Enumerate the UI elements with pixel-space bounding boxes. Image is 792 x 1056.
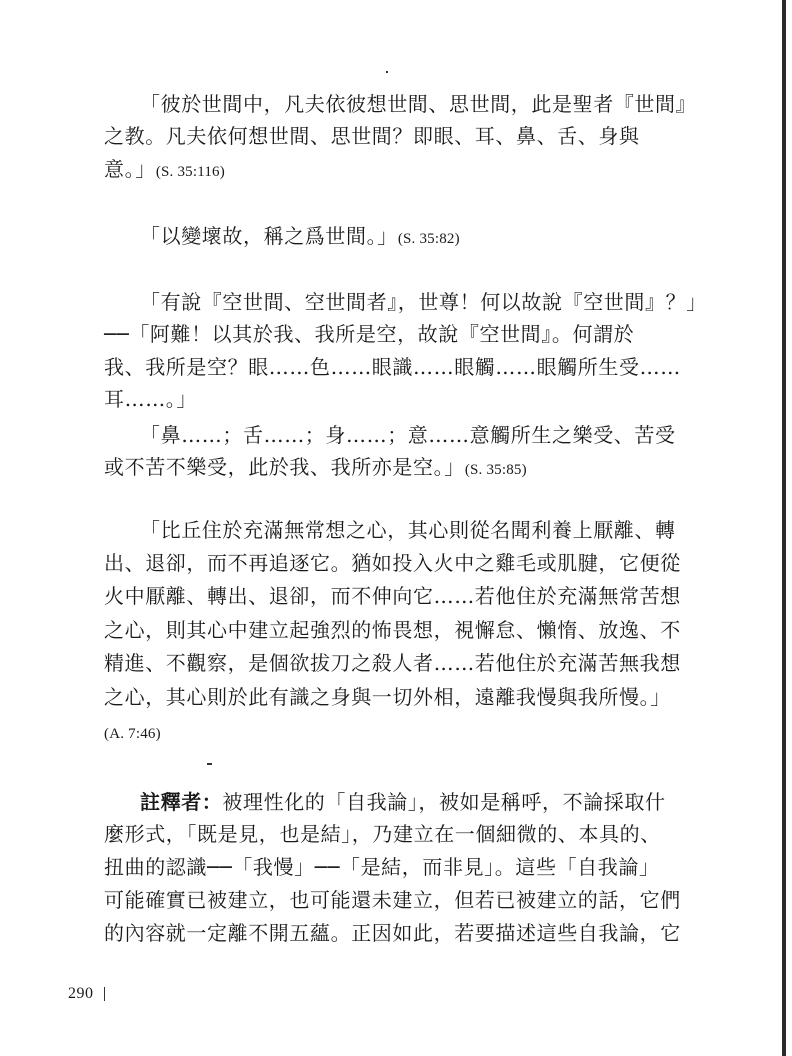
p4-citation: (S. 35:85) bbox=[464, 462, 527, 478]
p5-line-6: 之心，其心則於此有識之身與一切外相，遠離我慢與我所慢。」 bbox=[104, 685, 671, 709]
p4-line-2-text: 或不苦不樂受，此於我、我所亦是空。」 bbox=[104, 455, 465, 479]
p1-line-1: 「彼於世間中，凡夫依彼想世間、思世間，此是聖者『世間』 bbox=[140, 92, 697, 116]
p3-line-3: 我、我所是空？眼……色……眼識……眼觸……眼觸所生受…… bbox=[104, 355, 681, 379]
page-number: 290 bbox=[68, 985, 94, 1002]
dash-mark bbox=[207, 763, 212, 765]
p5-citation: (A. 7:46) bbox=[104, 726, 161, 742]
p3-line-4: 耳……。」 bbox=[104, 387, 197, 411]
commentator-label: 註釋者： bbox=[140, 790, 223, 814]
p3-line-2: ──「阿難！以其於我、我所是空，故說『空世間』。何謂於 bbox=[104, 322, 635, 346]
p5-line-1: 「比丘住於充滿無常想之心，其心則從名聞利養上厭離、轉 bbox=[140, 518, 676, 542]
p1-line-3-text: 意。」 bbox=[104, 157, 156, 181]
p2-line-1-text: 「以變壞故，稱之爲世間。」 bbox=[140, 224, 398, 248]
p5-line-2: 出、退卻，而不再追逐它。猶如投入火中之雞毛或肌腱，它便從 bbox=[104, 551, 681, 575]
commentary-line-5: 的內容就一定離不開五蘊。正因如此，若要描述這些自我論，它 bbox=[104, 921, 681, 945]
commentary-line-1-text: 被理性化的「自我論」，被如是稱呼，不論採取什 bbox=[222, 790, 666, 814]
commentary-line-3: 扭曲的認識──「我慢」──「是結，而非見」。這些「自我論」 bbox=[104, 855, 660, 879]
top-dot-mark bbox=[386, 71, 388, 73]
p5-line-4: 之心，則其心中建立起強烈的怖畏想，視懈怠、懶惰、放逸、不 bbox=[104, 618, 681, 642]
p1-line-2: 之教。凡夫依何想世間、思世間？即眼、耳、鼻、舌、身與 bbox=[104, 124, 640, 148]
p5-line-3: 火中厭離、轉出、退卻，而不伸向它……若他住於充滿無常苦想 bbox=[104, 584, 681, 608]
p3-line-1: 「有說『空世間、空世間者』，世尊！何以故說『空世間』？」 bbox=[140, 290, 707, 314]
p2-line-1 bbox=[140, 224, 460, 251]
p4-line-1: 「鼻……；舌……；身……；意……意觸所生之樂受、苦受 bbox=[140, 423, 676, 447]
commentary-line-4: 可能確實已被建立，也可能還未建立，但若已被建立的話，它們 bbox=[104, 888, 681, 912]
p4-line-2 bbox=[104, 455, 527, 482]
commentary-line-1 bbox=[140, 790, 666, 814]
p1-line-3 bbox=[104, 157, 225, 184]
page-number-divider bbox=[104, 987, 105, 1001]
p2-citation: (S. 35:82) bbox=[397, 231, 460, 247]
p1-citation: (S. 35:116) bbox=[155, 164, 225, 180]
p5-line-5: 精進、不觀察，是個欲拔刀之殺人者……若他住於充滿苦無我想 bbox=[104, 651, 681, 675]
commentary-line-2: 麼形式，「既是見，也是結」，乃建立在一個細微的、本具的、 bbox=[104, 822, 661, 846]
scan-edge-bar bbox=[782, 0, 786, 1056]
